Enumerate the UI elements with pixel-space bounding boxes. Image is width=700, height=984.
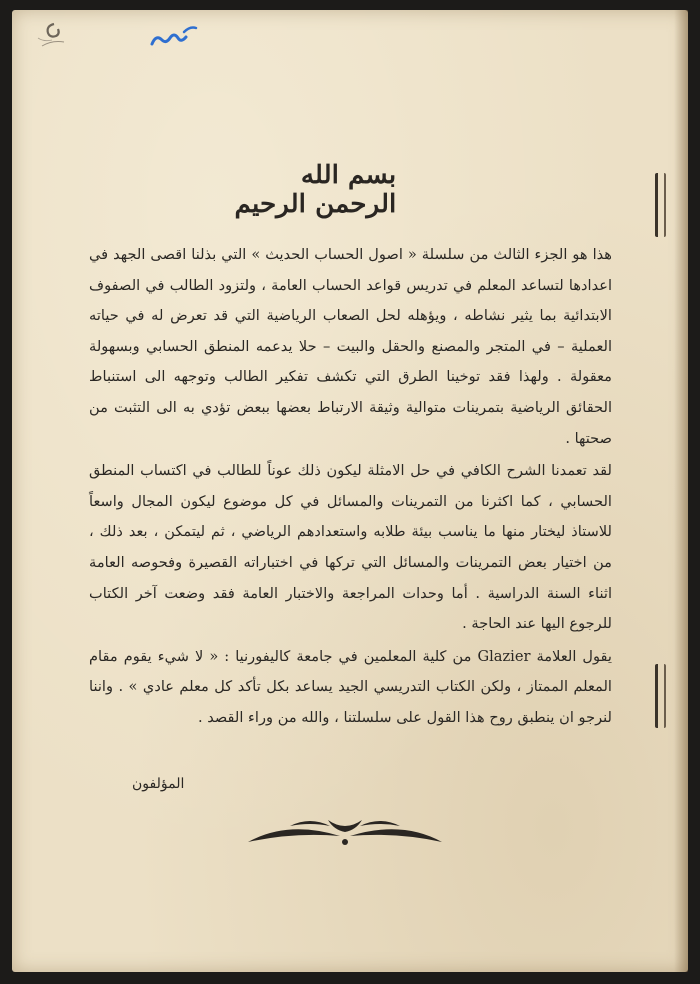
basmala-text: بسم الله الرحمن الرحيم (234, 160, 397, 218)
book-page (12, 10, 688, 972)
ornament-divider-icon (240, 812, 450, 858)
basmala-heading (222, 158, 397, 220)
page-spine-shadow (674, 10, 688, 972)
authors-signature: المؤلفون (132, 776, 185, 792)
paragraph-intro: هذا هو الجزء الثالث من سلسلة « اصول الحساب الحديث » التي بذلنا اقصى الجهد في اعدادها لتساعد المعلم في تدريس قواعد الحساب العامة ، ولتزود الطالب في الصفوف الابتدائية بما يثير نشاطه ، ويؤهله لحل الصعاب الرياضية التي قد تعرض له في حياته العملية – في المتجر والمصنع والحقل والبيت – حلا يدعمه المنطق الحسابي وبسهولة معقولة . ولهذا فقد توخينا الطرق التي تكشف تفكير الطالب وتوجهه الى استنباط الحقائق الرياضية بتمرينات متوالية وثيقة الارتباط بعضها ببعض تؤدي به الى التثبت من صحتها . (89, 246, 612, 447)
staple-top (655, 173, 666, 237)
preface-text (89, 240, 612, 734)
pencil-mark-icon (32, 16, 72, 56)
paragraph-quote: يقول العلامة Glazier من كلية المعلمين في جامعة كاليفورنيا : « لا شيء يقوم مقام المعلم الممتاز ، ولكن الكتاب التدريسي الجيد يساعد بكل تأكد كل معلم عادي » . واننا لنرجو ان ينطبق روح هذا القول على سلسلتنا ، والله من وراء القصد . (89, 647, 612, 726)
blue-ink-mark-icon (148, 22, 200, 52)
staple-bottom (655, 664, 666, 728)
paragraph-method: لقد تعمدنا الشرح الكافي في حل الامثلة ليكون ذلك عوناً للطالب في اكتساب المنطق الحسابي ، كما اكثرنا من التمرينات والمسائل في كل موضوع ليكون المجال واسعاً للاستاذ ليختار منها ما يناسب بيئة طلابه واستعدادهم الرياضي ، ثم ليتمكن ، بعد ذلك ، من اختيار بعض التمرينات والمسائل التي تركها في اختباراته القصيرة وفحوصه العامة اثناء السنة الدراسية . أما وحدات المراجعة والاختبار العامة فقد وضعت آخر الكتاب للرجوع اليها عند الحاجة . (89, 462, 612, 633)
